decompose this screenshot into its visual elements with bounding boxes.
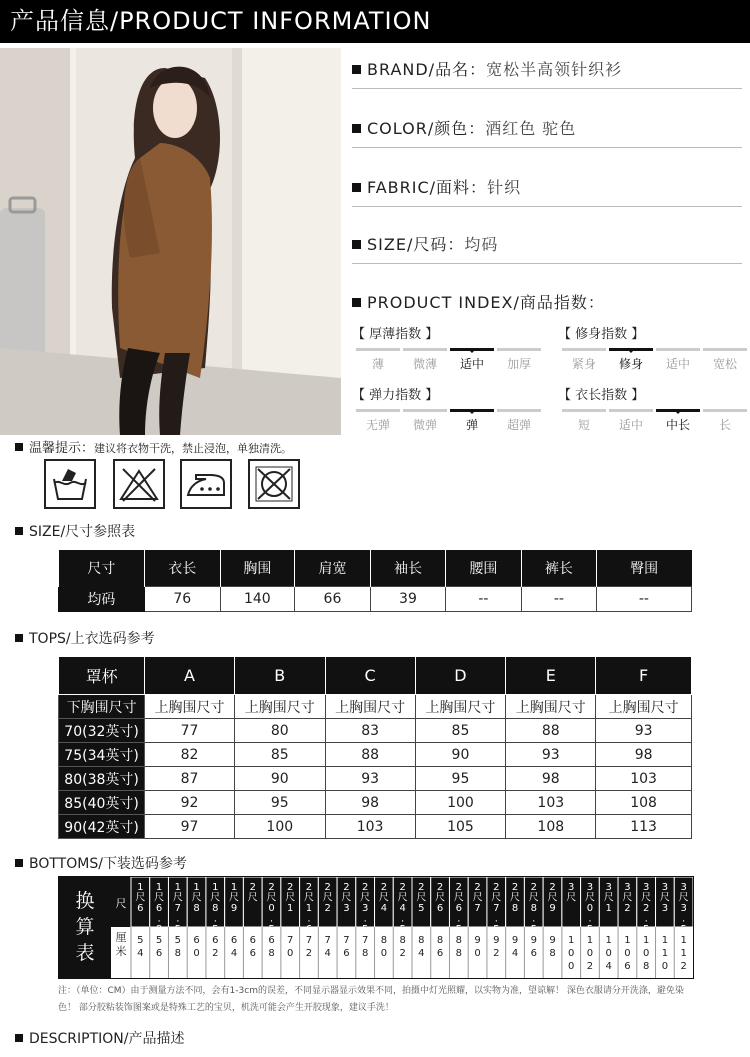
table-cell: 98 (596, 743, 692, 767)
table-header: 胸围 (220, 550, 294, 587)
scale-option-selected: 适中 (450, 348, 494, 372)
cm-value: 1 0 4 (605, 935, 612, 972)
table-cell: 92 (145, 791, 235, 815)
index-title-text: PRODUCT INDEX/商品指数： (367, 293, 605, 312)
chi-value: 3 尺 (566, 882, 577, 904)
bottoms-title (15, 853, 187, 873)
chi-value: 1 尺 6 (135, 882, 146, 914)
divider (352, 263, 742, 264)
thickness-scale (356, 348, 538, 374)
chi-label: 尺 (115, 897, 127, 910)
cm-value: 9 0 (474, 935, 481, 959)
care-label: 温馨提示： (29, 441, 95, 456)
table-cell: 85(40英寸) (59, 791, 145, 815)
table-cell: 85 (234, 743, 325, 767)
size-value: 均码 (464, 235, 499, 254)
chi-value: 2 尺 6 (435, 882, 446, 914)
cm-value: 5 6 (155, 935, 163, 959)
iron-icon (180, 459, 232, 509)
table-header-row (59, 657, 692, 695)
table-row (59, 743, 692, 767)
cm-value: 8 6 (436, 935, 444, 959)
cm-value: 8 4 (418, 935, 425, 959)
table-cell: 下胸围尺寸 (59, 695, 145, 719)
table-cell: 80(38英寸) (59, 767, 145, 791)
cm-value: 9 4 (511, 935, 519, 959)
fabric-row (352, 175, 521, 198)
color-value: 酒红色 驼色 (485, 119, 577, 138)
index-title (352, 290, 605, 313)
chi-value: 2 尺 (247, 882, 258, 904)
table-cell: 66 (294, 587, 370, 612)
table-header: 衣长 (144, 550, 220, 587)
index-group-title: 【 弹力指数 】 (352, 388, 439, 403)
cm-value: 6 8 (268, 935, 275, 959)
table-cell: 100 (415, 791, 506, 815)
table-header-row (59, 550, 692, 587)
length-scale (562, 409, 744, 435)
hand-wash-icon (44, 459, 96, 509)
table-cell: 85 (415, 719, 506, 743)
table-cell: 76 (144, 587, 220, 612)
bottoms-table (58, 876, 694, 979)
fit-scale (562, 348, 744, 374)
scale-option: 长 (703, 409, 747, 433)
chi-value: 2 尺 5 (416, 882, 427, 914)
table-cell: 82 (145, 743, 235, 767)
table-cell: 均码 (59, 587, 145, 612)
table-cell: 98 (506, 767, 596, 791)
scale-option: 薄 (356, 348, 400, 372)
chi-value: 3 尺 3 . 5 (678, 882, 689, 935)
size-row (352, 232, 498, 255)
table-cell: 上胸围尺寸 (596, 695, 692, 719)
table-cell: -- (445, 587, 521, 612)
table-header: 腰围 (445, 550, 521, 587)
table-header: 裤长 (521, 550, 596, 587)
cm-value: 9 6 (530, 935, 537, 959)
color-label: COLOR/颜色： (367, 119, 486, 138)
bottoms-grid (59, 877, 693, 978)
table-cell: 88 (506, 719, 596, 743)
size-label: SIZE/尺码： (367, 235, 465, 254)
cm-value: 9 2 (493, 935, 500, 959)
scale-option: 短 (562, 409, 606, 433)
cm-value: 6 0 (193, 935, 200, 959)
chi-value: 3 尺 2 . 5 (641, 882, 652, 935)
footnote: 注：（单位：CM）由于测量方法不同，会有1-3cm的误差，不同显示器显示效果不同，拍摄中灯光照耀，以实物为准，望谅解！ 深色衣服请分开洗涤，避免染色！ 部分胶粘装饰图案或是特殊工艺的宝贝，机洗可能会产生开胶现象，建议手洗！ (58, 986, 684, 1013)
chi-value: 2 尺 8 (510, 882, 521, 914)
size-table-title-text: SIZE/尺寸参照表 (29, 524, 136, 540)
table-row (59, 719, 692, 743)
chi-value: 2 尺 6 . 5 (453, 882, 464, 935)
product-photo (0, 48, 341, 435)
chi-value: 2 尺 7 . 5 (491, 882, 502, 935)
table-cell: 108 (596, 791, 692, 815)
table-cell: 108 (506, 815, 596, 839)
brand-value: 宽松半高领针织衫 (486, 60, 623, 79)
table-cell: 103 (596, 767, 692, 791)
elasticity-scale (356, 409, 538, 435)
fabric-label: FABRIC/面料： (367, 178, 488, 197)
no-bleach-icon (113, 459, 165, 509)
color-row (352, 116, 576, 139)
chi-value: 2 尺 2 (322, 882, 333, 914)
chi-value: 1 尺 6 . 8 (154, 882, 165, 935)
index-group-title: 【 修身指数 】 (558, 327, 645, 342)
scale-option-selected: 弹 (450, 409, 494, 433)
table-header: A (145, 657, 235, 695)
scale-option: 适中 (656, 348, 700, 372)
divider (352, 206, 742, 207)
table-cell: -- (596, 587, 691, 612)
table-cell: 83 (325, 719, 415, 743)
chi-value: 3 尺 3 (659, 882, 670, 914)
cm-value: 5 4 (137, 935, 144, 959)
scale-option: 宽松 (703, 348, 747, 372)
scale-option: 紧身 (562, 348, 606, 372)
table-header: F (596, 657, 692, 695)
chi-value: 2 尺 8 . 5 (528, 882, 539, 935)
table-cell: 90 (415, 743, 506, 767)
table-header: D (415, 657, 506, 695)
bottoms-title-text: BOTTOMS/下装选码参考 (29, 856, 187, 872)
cm-value: 1 0 6 (624, 935, 631, 972)
cm-value: 5 8 (174, 935, 182, 959)
chi-value: 1 尺 8 (191, 882, 202, 914)
chi-value: 3 尺 0 . 5 (584, 882, 595, 935)
cm-value: 1 0 0 (568, 935, 575, 972)
table-cell: 103 (325, 815, 415, 839)
divider (352, 88, 742, 89)
table-cell: 97 (145, 815, 235, 839)
cm-value: 7 8 (361, 935, 369, 959)
cm-label: 厘米 (115, 931, 127, 958)
chi-value: 1 尺 7 . 5 (172, 882, 183, 935)
scale-option: 加厚 (497, 348, 541, 372)
chi-value: 3 尺 2 (622, 882, 633, 914)
scale-option-selected: 修身 (609, 348, 653, 372)
table-cell: 上胸围尺寸 (415, 695, 506, 719)
scale-option: 超弹 (497, 409, 541, 433)
divider (352, 147, 742, 148)
table-cell: 70(32英寸) (59, 719, 145, 743)
table-cell: 105 (415, 815, 506, 839)
care-text: 建议将衣物干洗，禁止浸泡，单独清洗。 (94, 442, 293, 455)
chi-value: 2 尺 3 (341, 882, 352, 914)
index-group-title: 【 衣长指数 】 (558, 388, 645, 403)
index-group-title: 【 厚薄指数 】 (352, 327, 439, 342)
tops-title-text: TOPS/上衣选码参考 (29, 631, 155, 647)
table-cell: 90 (234, 767, 325, 791)
description-title (15, 1028, 184, 1048)
table-cell: 87 (145, 767, 235, 791)
table-cell: 上胸围尺寸 (145, 695, 235, 719)
cm-value: 7 2 (305, 935, 313, 959)
table-header: E (506, 657, 596, 695)
table-cell: 103 (506, 791, 596, 815)
cm-value: 6 2 (212, 935, 219, 959)
description-title-text: DESCRIPTION/产品描述 (29, 1031, 185, 1047)
cm-value: 8 2 (399, 935, 406, 959)
cm-value: 1 0 8 (642, 935, 650, 972)
size-table-title (15, 521, 135, 541)
scale-option: 无弹 (356, 409, 400, 433)
chi-value: 2 尺 0 . 5 (266, 882, 277, 935)
table-cell: 上胸围尺寸 (506, 695, 596, 719)
chi-value: 2 尺 3 . 5 (360, 882, 371, 935)
table-cell: 90(42英寸) (59, 815, 145, 839)
table-cell: 88 (325, 743, 415, 767)
table-cell: 93 (506, 743, 596, 767)
chi-value: 2 尺 7 (472, 882, 483, 914)
care-tip (15, 437, 292, 456)
table-cell: 140 (220, 587, 294, 612)
cm-value: 1 1 2 (680, 935, 687, 972)
table-row (59, 767, 692, 791)
table-row (59, 815, 692, 839)
table-row (59, 695, 692, 719)
no-tumble-dry-icon (248, 459, 300, 509)
table-header: 臀围 (596, 550, 691, 587)
table-header: 尺寸 (59, 550, 145, 587)
page-header (0, 0, 750, 43)
table-cell: -- (521, 587, 596, 612)
brand-row (352, 57, 622, 80)
scale-option: 微弹 (403, 409, 447, 433)
chi-value: 2 尺 4 (378, 882, 389, 914)
cm-value: 7 0 (287, 935, 294, 959)
chi-value: 1 尺 9 (229, 882, 240, 914)
table-cell: 95 (234, 791, 325, 815)
table-cell: 上胸围尺寸 (325, 695, 415, 719)
chi-value: 2 尺 1 (285, 882, 296, 914)
brand-label: BRAND/品名： (367, 60, 487, 79)
cm-value: 8 0 (380, 935, 388, 959)
chi-value: 2 尺 4 . 5 (397, 882, 408, 935)
table-cell: 75(34英寸) (59, 743, 145, 767)
cm-value: 9 8 (549, 935, 556, 959)
size-table (58, 550, 692, 612)
table-cell: 80 (234, 719, 325, 743)
table-cell: 113 (596, 815, 692, 839)
cm-value: 1 0 2 (586, 935, 594, 972)
table-header: 罩杯 (59, 657, 145, 695)
table-cell: 93 (325, 767, 415, 791)
cm-value: 7 4 (324, 935, 331, 959)
tops-table (58, 656, 692, 839)
cm-value: 6 4 (230, 935, 238, 959)
cm-value: 6 6 (249, 935, 256, 959)
table-cell: 93 (596, 719, 692, 743)
chi-value: 3 尺 1 (603, 882, 614, 914)
chi-value: 2 尺 1 . 6 (303, 882, 314, 935)
table-cell: 上胸围尺寸 (234, 695, 325, 719)
table-row (59, 791, 692, 815)
cm-value: 1 1 0 (661, 935, 669, 972)
table-cell: 95 (415, 767, 506, 791)
cm-value: 8 8 (455, 935, 463, 959)
table-header: B (234, 657, 325, 695)
scale-option: 适中 (609, 409, 653, 433)
bottoms-label: 换算表 (75, 890, 95, 964)
chi-value: 2 尺 9 (547, 882, 558, 914)
fabric-value: 针织 (487, 178, 522, 197)
table-header: 肩宽 (294, 550, 370, 587)
table-cell: 98 (325, 791, 415, 815)
table-row (59, 587, 692, 612)
table-header: 袖长 (370, 550, 445, 587)
cm-value: 7 6 (343, 935, 350, 959)
table-header: C (325, 657, 415, 695)
scale-option-selected: 中长 (656, 409, 700, 433)
tops-title (15, 628, 155, 648)
scale-option: 微薄 (403, 348, 447, 372)
chi-value: 1 尺 8 . 5 (210, 882, 221, 935)
header-title: 产品信息/PRODUCT INFORMATION (10, 7, 432, 35)
table-cell: 100 (234, 815, 325, 839)
table-cell: 77 (145, 719, 235, 743)
table-cell: 39 (370, 587, 445, 612)
